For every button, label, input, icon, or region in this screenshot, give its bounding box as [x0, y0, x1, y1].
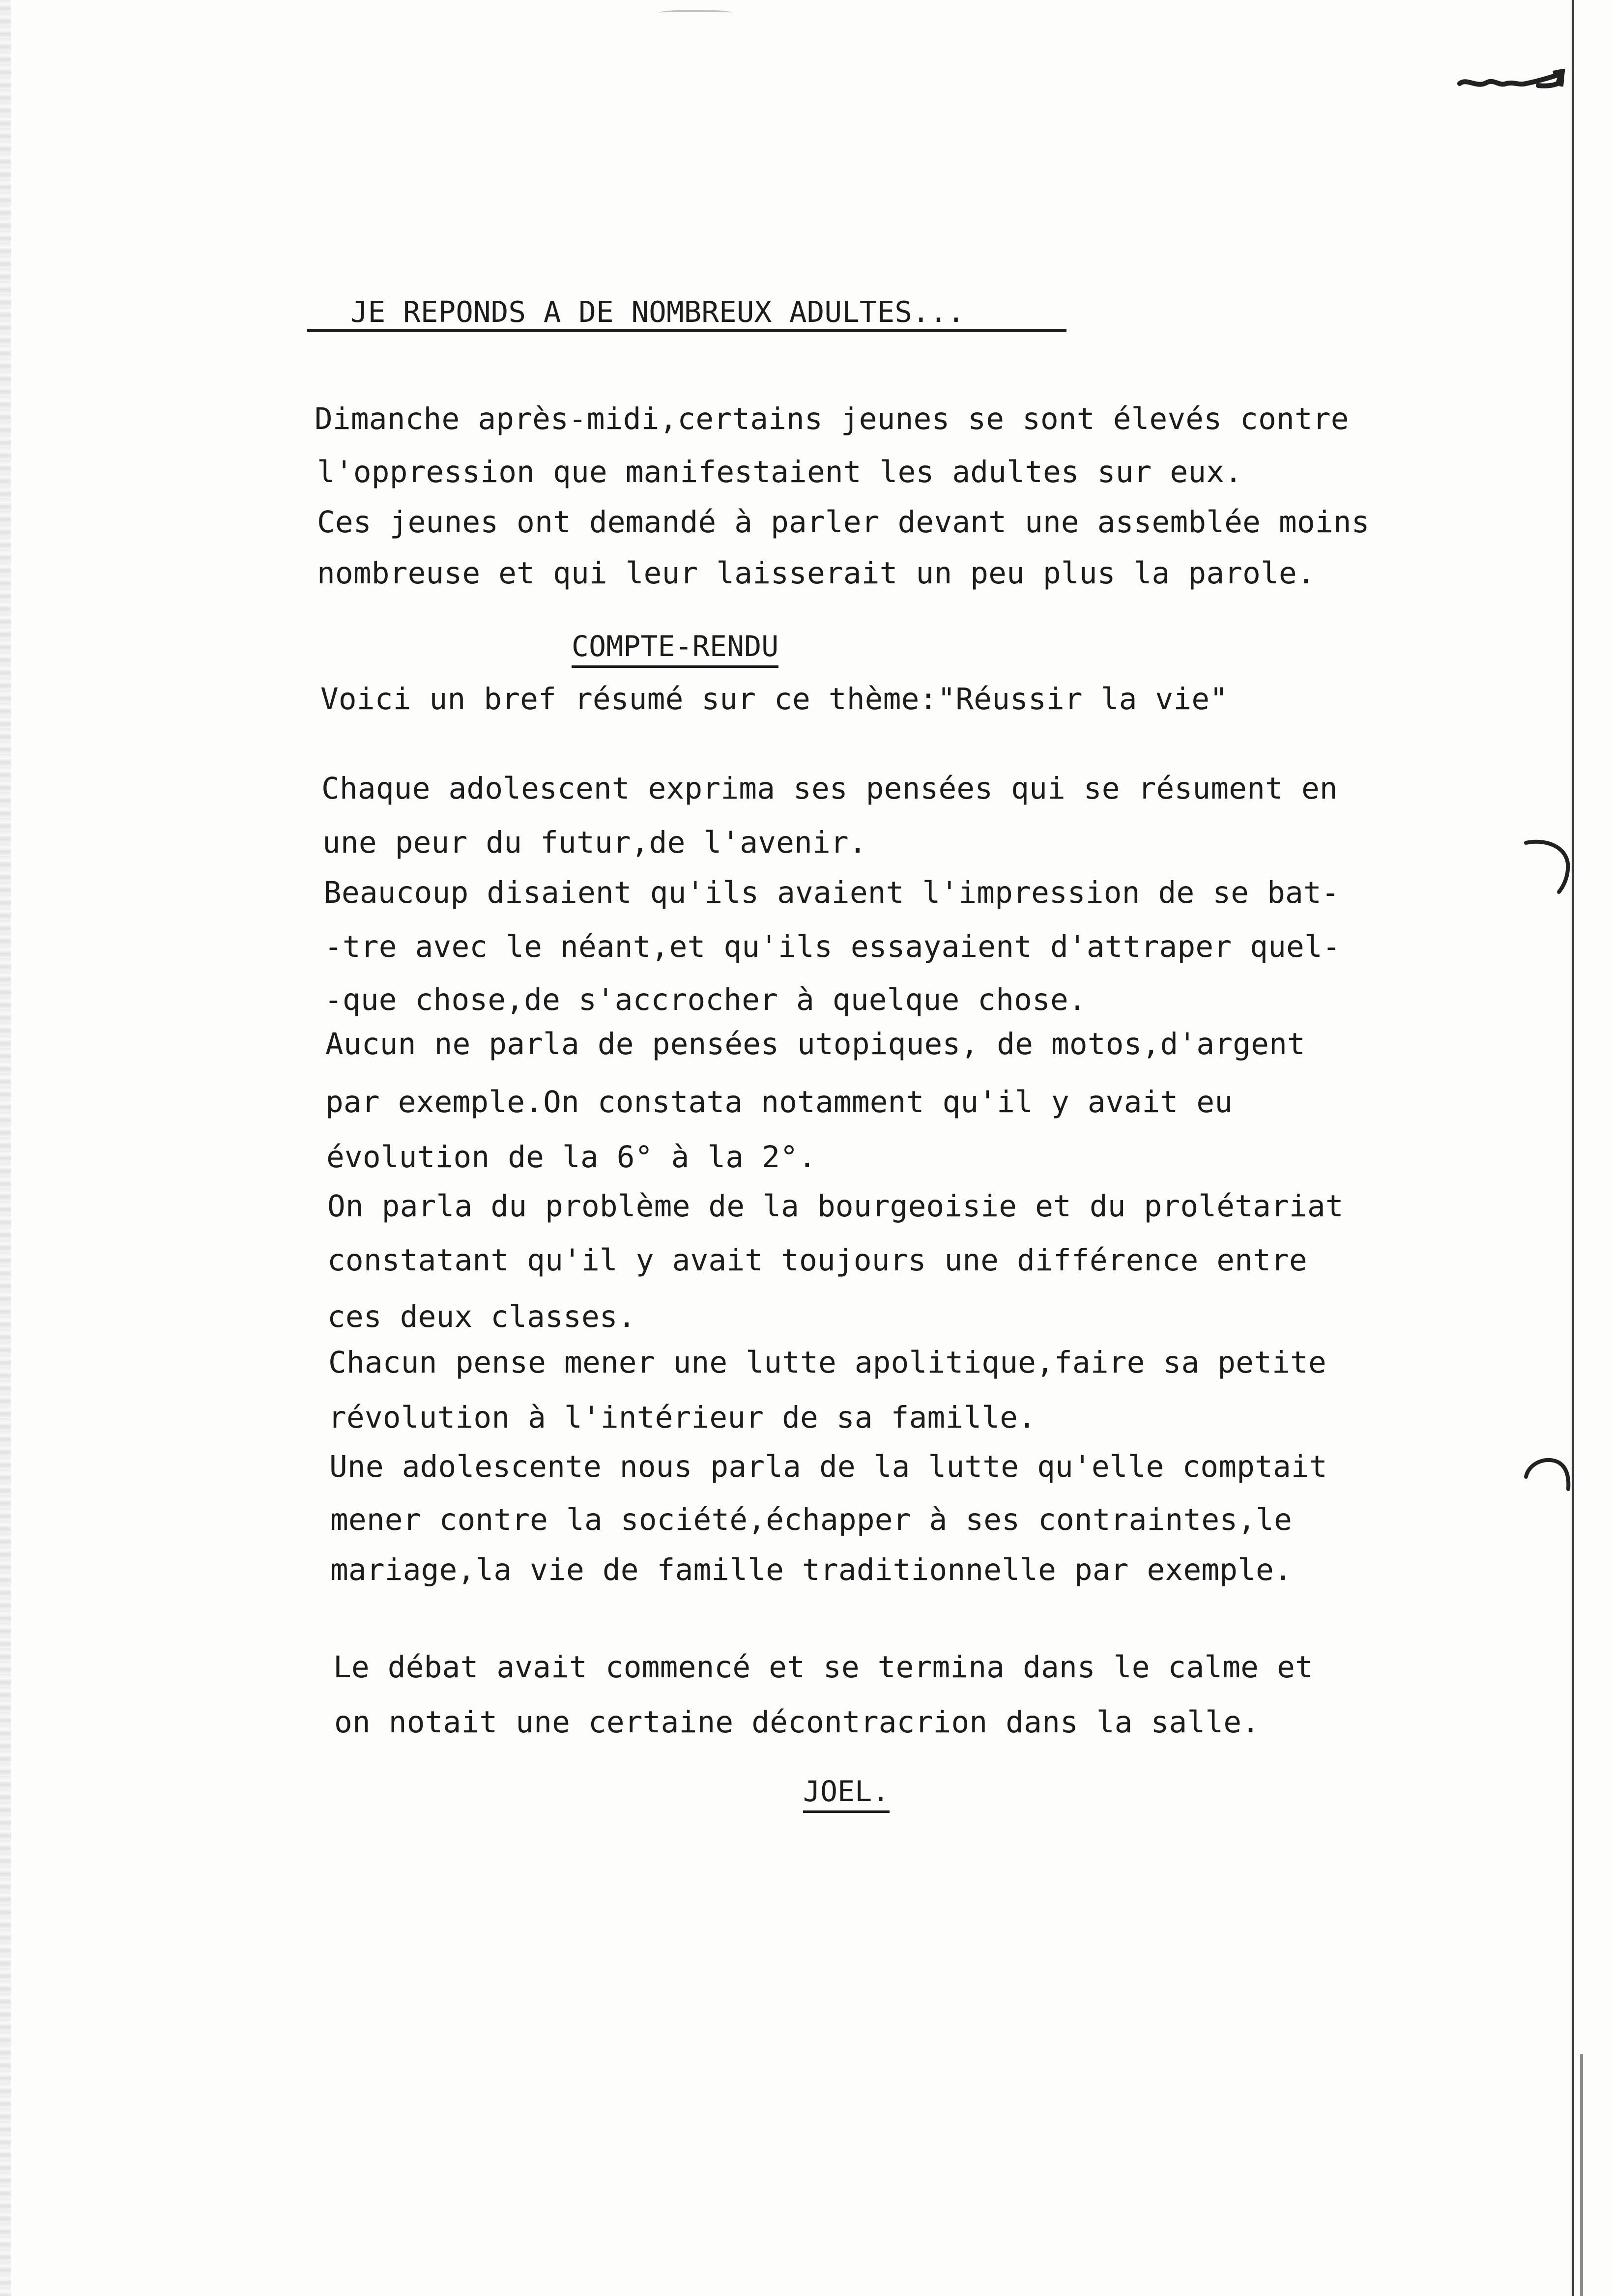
scan-smudge [659, 10, 732, 16]
summary-line: Voici un bref résumé sur ce thème:"Réussir la vie" [320, 682, 1228, 717]
punch-hole-mark-lower [1521, 1452, 1575, 1501]
scan-edge-left [0, 0, 11, 2296]
body-line: évolution de la 6° à la 2°. [326, 1140, 816, 1175]
scan-edge-right-lower [1580, 2054, 1583, 2296]
intro-line: Ces jeunes ont demandé à parler devant une assemblée moins [317, 505, 1370, 540]
body-line: par exemple.On constata notamment qu'il y avait eu [325, 1085, 1233, 1119]
body-line: ces deux classes. [327, 1299, 636, 1334]
body-line: Aucun ne parla de pensées utopiques, de motos,d'argent [325, 1027, 1305, 1062]
document-title: JE REPONDS A DE NOMBREUX ADULTES... [350, 295, 965, 329]
body-line: constatant qu'il y avait toujours une différence entre [327, 1243, 1307, 1278]
section-heading: COMPTE-RENDU [572, 629, 778, 668]
body-line: -que chose,de s'accrocher à quelque chose. [324, 982, 1087, 1017]
intro-line: nombreuse et qui leur laisserait un peu plus la parole. [317, 556, 1315, 591]
body-line: On parla du problème de la bourgeoisie et du prolétariat [327, 1189, 1344, 1224]
body-line: Une adolescente nous parla de la lutte qu'elle comptait [329, 1449, 1327, 1484]
conclusion-line: Le débat avait commencé et se termina dans le calme et [333, 1650, 1313, 1685]
body-line: mariage,la vie de famille traditionnelle par exemple. [330, 1552, 1293, 1587]
handwritten-mark-icon [1457, 69, 1565, 98]
intro-line: Dimanche après-midi,certains jeunes se sont élevés contre [315, 402, 1349, 436]
conclusion-line: on notait une certaine décontracrion dans la salle. [334, 1705, 1260, 1740]
body-line: Chacun pense mener une lutte apolitique,faire sa petite [328, 1345, 1326, 1380]
title-underline [307, 329, 1066, 332]
scan-edge-right [1572, 0, 1574, 2296]
body-line: -tre avec le néant,et qu'ils essayaient d'attraper quel- [324, 929, 1341, 964]
intro-line: l'oppression que manifestaient les adultes sur eux. [317, 455, 1243, 489]
body-line: une peur du futur,de l'avenir. [322, 825, 867, 860]
body-line: Chaque adolescent exprima ses pensées qui se résument en [321, 771, 1338, 806]
body-line: révolution à l'intérieur de sa famille. [328, 1400, 1036, 1435]
body-line: Beaucoup disaient qu'ils avaient l'impression de se bat- [323, 875, 1340, 910]
body-line: mener contre la société,échapper à ses contraintes,le [330, 1502, 1293, 1537]
punch-hole-mark-upper [1524, 835, 1578, 894]
signature: JOEL. [803, 1774, 890, 1813]
